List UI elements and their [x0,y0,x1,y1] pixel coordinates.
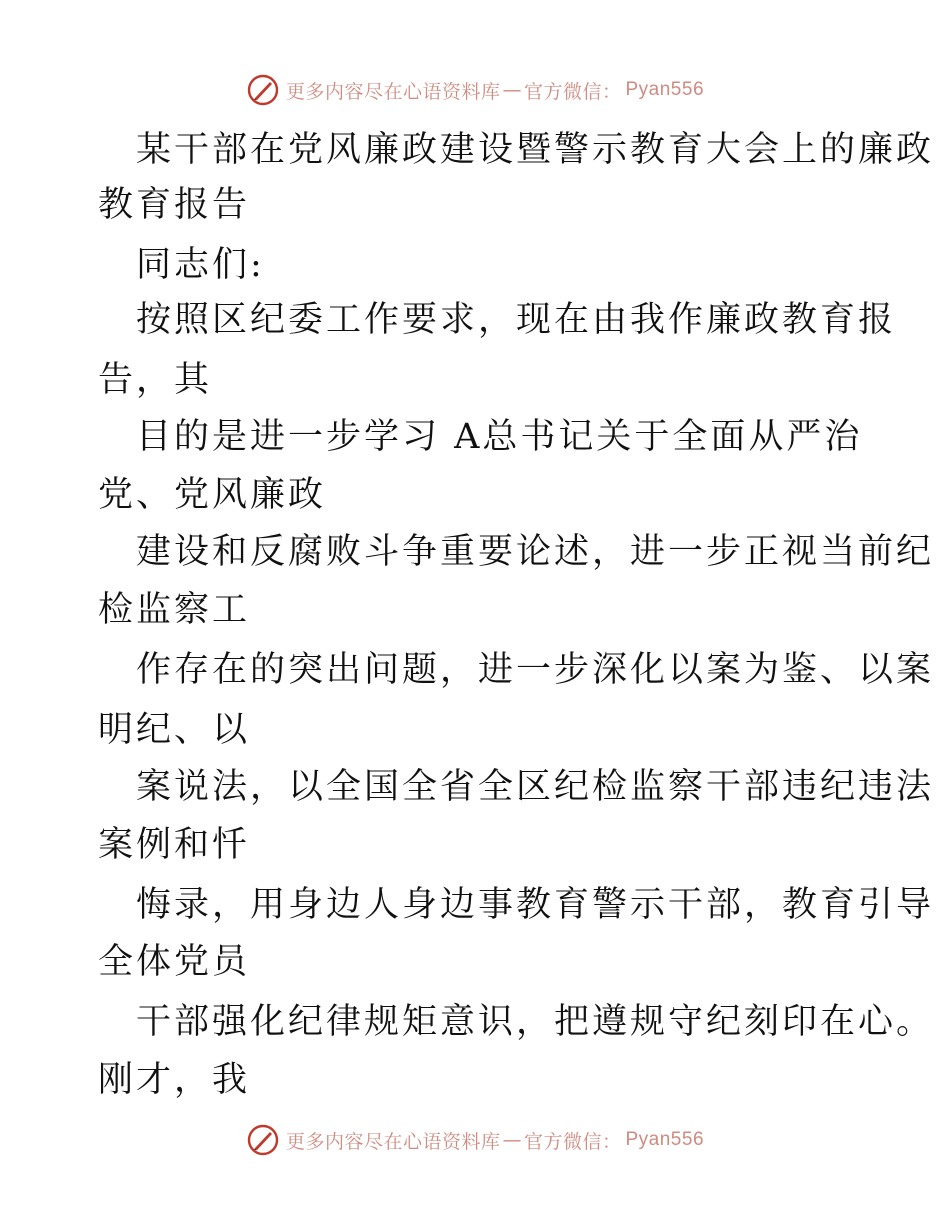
watermark-separator: — [502,79,522,101]
paragraph-line: 案说法，以全国全省全区纪检监察干部违纪违法 [136,767,935,807]
paragraph-line: 党、党风廉政 [98,475,327,515]
paragraph-line: 刚才，我 [98,1060,251,1100]
paragraph-line: 检监察工 [98,590,251,630]
paragraph-line: 案例和忏 [98,825,251,865]
paragraph-line: 建设和反腐败斗争重要论述，进一步正视当前纪 [136,532,935,572]
footer-watermark [0,1120,950,1160]
watermark-text: 更多内容尽在心语资料库 [285,1130,501,1153]
watermark-label: 官方微信： [523,80,622,103]
quill-pen-icon [246,73,280,107]
paragraph-line: 作存在的突出问题，进一步深化以案为鉴、以案 [136,650,935,690]
paragraph-line: 全体党员 [98,942,251,982]
document-title-line-1: 某干部在党风廉政建设暨警示教育大会上的廉政 [136,130,935,170]
watermark-label: 官方微信： [523,1130,622,1153]
paragraph-line: 悔录，用身边人身边事教育警示干部，教育引导 [136,885,935,925]
quill-pen-icon [246,1123,280,1157]
header-watermark [0,70,950,110]
paragraph-line: 明纪、以 [98,710,251,750]
paragraph-line: 告，其 [98,360,213,400]
watermark-id: Pyan556 [625,79,705,100]
paragraph-line: 按照区纪委工作要求，现在由我作廉政教育报 [136,300,897,340]
watermark-text: 更多内容尽在心语资料库 [285,80,501,103]
paragraph-line: 干部强化纪律规矩意识，把遵规守纪刻印在心。 [136,1002,935,1042]
paragraph-line: 目的是进一步学习 A总书记关于全面从严治 [136,417,863,457]
watermark-separator: — [502,1129,522,1151]
watermark-id: Pyan556 [625,1129,705,1150]
document-title-line-2: 教育报告 [98,185,251,225]
salutation: 同志们: [136,245,265,285]
